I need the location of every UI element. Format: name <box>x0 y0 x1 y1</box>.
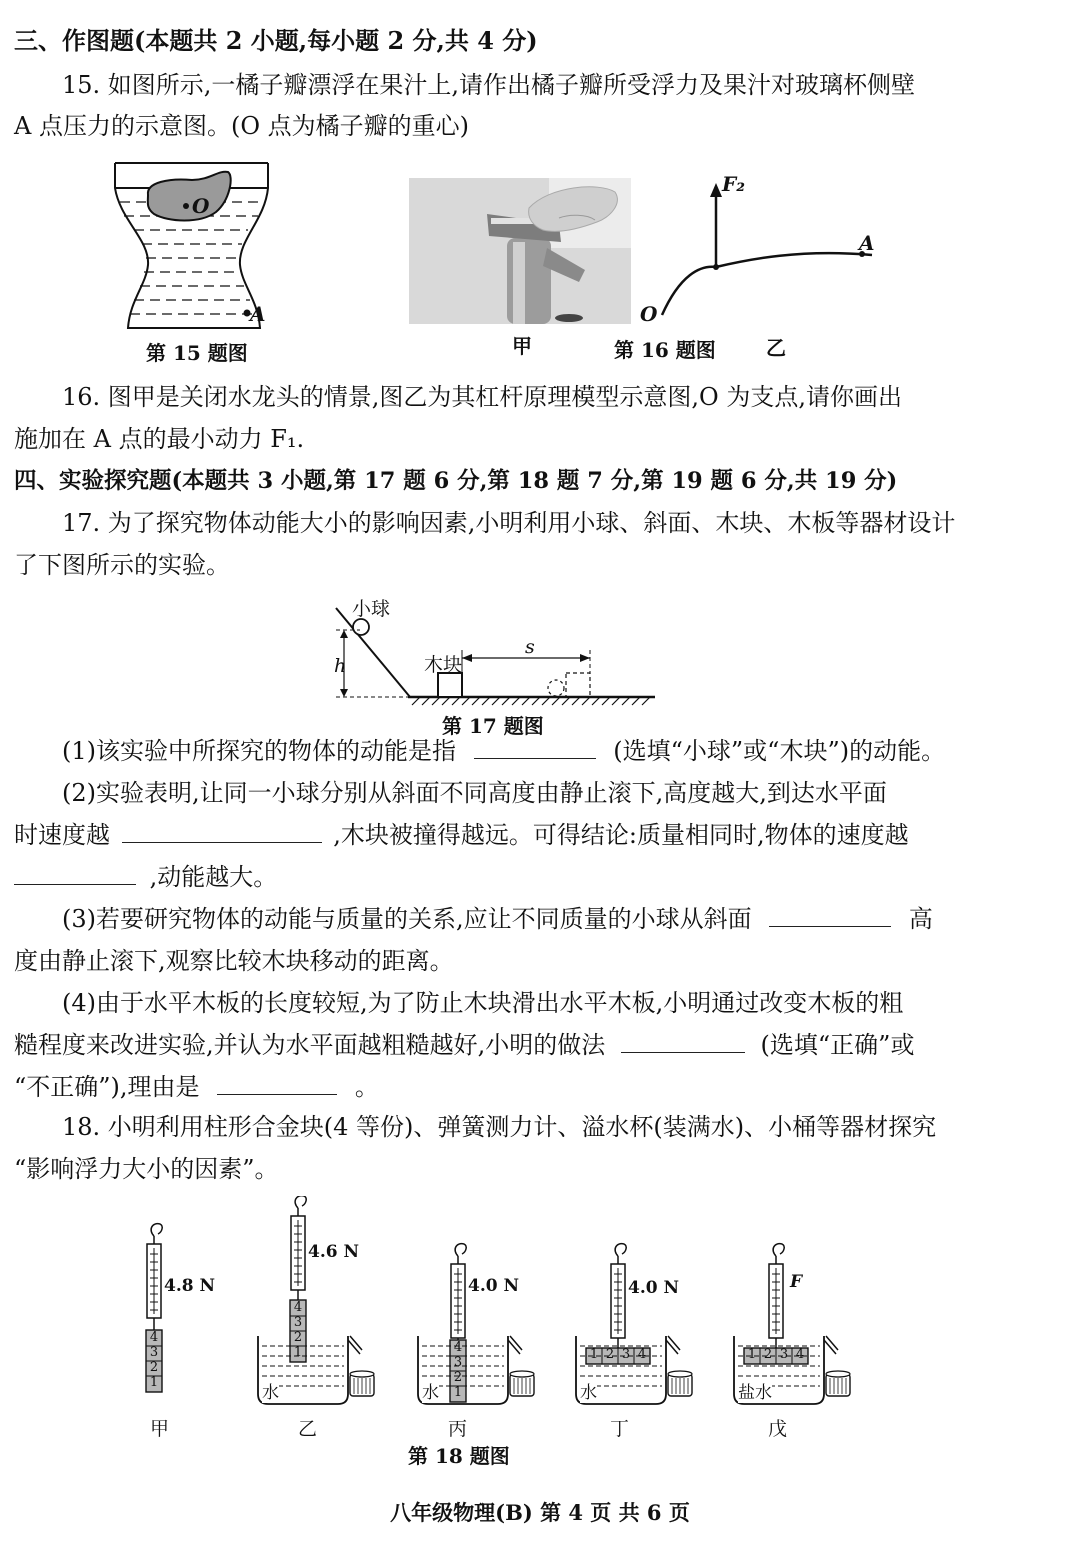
q17-line1: 17. 为了探究物体动能大小的影响因素,小明利用小球、斜面、木块、木板等器材设计 <box>62 509 956 537</box>
q17-blank-5[interactable] <box>621 1030 745 1053</box>
panel-ding-reading: 4.0 N <box>628 1278 680 1298</box>
q17-part4-line1: (4)由于水平木板的长度较短,为了防止木块滑出水平木板,小明通过改变木板的粗 <box>62 989 904 1017</box>
fig16-label-a: A <box>859 231 875 255</box>
q17-blank-3[interactable] <box>14 862 136 885</box>
panel-ding-segments: 1 2 3 4 <box>589 1347 647 1362</box>
q17-blank-2[interactable] <box>122 820 322 843</box>
fig18-caption: 第 18 题图 <box>408 1444 510 1468</box>
fig16-caption: 第 16 题图 <box>614 338 716 362</box>
panel-jia-label: 甲 <box>150 1418 170 1440</box>
q16-line1: 16. 图甲是关闭水龙头的情景,图乙为其杠杆原理模型示意图,O 为支点,请你画出 <box>62 383 902 411</box>
fig17-label-ball: 小球 <box>352 598 391 620</box>
fig16-label-f2: F₂ <box>722 172 745 196</box>
fig17-label-block: 木块 <box>424 654 463 676</box>
panel-jia-reading: 4.8 N <box>164 1276 216 1296</box>
q17-part3-line2: 度由静止滚下,观察比较木块移动的距离。 <box>14 947 454 975</box>
fig16-label-jia: 甲 <box>512 334 532 358</box>
fig15-label-o: O <box>192 194 210 218</box>
q17-line2: 了下图所示的实验。 <box>14 551 230 579</box>
q17-part2-line2: 时速度越 ,木块被撞得越远。可得结论:质量相同时,物体的速度越 <box>14 821 909 849</box>
panel-yi-segments: 4 3 2 1 <box>293 1300 303 1360</box>
q17-part4-line2: 糙程度来改进实验,并认为水平面越粗糙越好,小明的做法 (选填“正确”或 <box>14 1031 915 1059</box>
fig16-label-yi: 乙 <box>766 336 786 360</box>
panel-ding-liquid: 水 <box>580 1378 597 1403</box>
panel-jia-segments: 4 3 2 1 <box>149 1330 159 1390</box>
section-3-heading: 三、作图题(本题共 2 小题,每小题 2 分,共 4 分) <box>14 26 538 55</box>
q17-blank-4[interactable] <box>769 904 891 927</box>
fig16-faucet-photo <box>409 178 631 324</box>
fig17-label-s: s <box>525 636 535 658</box>
q17-blank-1[interactable] <box>474 736 596 759</box>
q15-line2: A 点压力的示意图。(O 点为橘子瓣的重心) <box>14 112 469 140</box>
q17-part2-line1: (2)实验表明,让同一小球分别从斜面不同高度由静止滚下,高度越大,到达水平面 <box>62 779 887 807</box>
page-footer: 八年级物理(B) 第 4 页 共 6 页 <box>390 1500 690 1525</box>
panel-wu-reading: F <box>790 1272 803 1292</box>
panel-wu-label: 戊 <box>768 1418 788 1440</box>
q16-line2: 施加在 A 点的最小动力 F₁. <box>14 425 305 453</box>
panel-wu-segments: 1 2 3 4 <box>747 1347 805 1362</box>
fig15-caption: 第 15 题图 <box>146 341 248 365</box>
panel-yi-liquid: 水 <box>262 1378 279 1403</box>
panel-bing-segments: 4 3 2 1 <box>453 1340 463 1400</box>
fig16-label-o: O <box>640 302 658 326</box>
q18-line1: 18. 小明利用柱形合金块(4 等份)、弹簧测力计、溢水杯(装满水)、小桶等器材探究 <box>62 1113 937 1141</box>
section-4-heading: 四、实验探究题(本题共 3 小题,第 17 题 6 分,第 18 题 7 分,第 19 题 6 分,共 19 分) <box>14 468 898 494</box>
q17-part3-line1: (3)若要研究物体的动能与质量的关系,应让不同质量的小球从斜面 高 <box>62 905 933 933</box>
panel-yi-label: 乙 <box>298 1418 318 1440</box>
orange-segment <box>148 172 231 221</box>
panel-yi-reading: 4.6 N <box>308 1242 360 1262</box>
q17-part2-line3: ,动能越大。 <box>14 862 277 892</box>
panel-bing-reading: 4.0 N <box>468 1276 520 1296</box>
fig15-label-a: A <box>250 302 266 326</box>
q17-part1: (1)该实验中所探究的物体的动能是指 (选填“小球”或“木块”)的动能。 <box>62 737 946 765</box>
q17-blank-6[interactable] <box>217 1072 337 1095</box>
q15-line1: 15. 如图所示,一橘子瓣漂浮在果汁上,请作出橘子瓣所受浮力及果汁对玻璃杯侧壁 <box>62 71 916 99</box>
q17-part4-line3: “不正确”),理由是 。 <box>14 1073 379 1101</box>
panel-ding-label: 丁 <box>610 1418 630 1440</box>
panel-wu-liquid: 盐水 <box>738 1378 772 1403</box>
panel-bing-label: 丙 <box>448 1418 468 1440</box>
q18-line2: “影响浮力大小的因素”。 <box>14 1155 279 1183</box>
panel-bing-liquid: 水 <box>422 1378 439 1403</box>
fig17-label-h: h <box>334 655 347 677</box>
fig17-caption: 第 17 题图 <box>442 714 544 738</box>
